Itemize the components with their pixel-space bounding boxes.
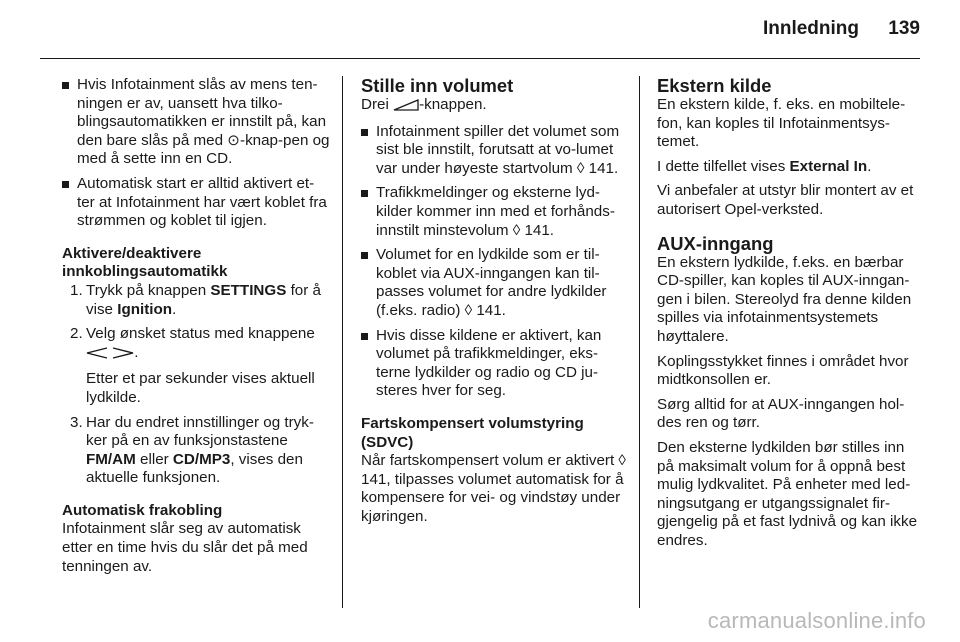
right-arrow-icon bbox=[112, 346, 134, 365]
paragraph: Når fartskompensert volum er aktivert ◊ 141, tilpasses volumet automatisk for å kompensere for vei- og vindstøy under kjøringen. bbox=[361, 452, 626, 525]
fm-am-key: FM/AM bbox=[86, 450, 136, 468]
section-heading: Fartskompensert volumstyring (SDVC) bbox=[361, 414, 584, 451]
step-2: 2. Velg ønsket status med knappene . bbox=[62, 325, 330, 364]
section-heading: Aktivere/deaktivere innkoblingsautomatikk bbox=[62, 244, 228, 281]
volume-knob-icon bbox=[393, 98, 419, 117]
column-3 bbox=[657, 76, 925, 556]
bullet-item: Automatisk start er alltid aktivert et-ter at Infotainment har vært koblet fra strømmen og koblet til igjen. bbox=[62, 175, 330, 231]
settings-key: SETTINGS bbox=[210, 281, 287, 299]
column-2 bbox=[361, 76, 629, 532]
step-3: 3. Har du endret innstillinger og tryk-ker på en av funksjonstastene FM/AM eller CD/MP3, vises den aktuelle funksjonen. bbox=[70, 413, 314, 487]
bullet-item: Infotainment spiller det volumet som sist ble innstilt, forutsatt at vo-lumet var under høyeste startvolum ◊ 141. bbox=[361, 123, 629, 179]
column-1 bbox=[62, 76, 330, 582]
section-title: AUX-inngang bbox=[657, 232, 774, 254]
step-1: 1. Trykk på knappen SETTINGS for å vise Ignition. bbox=[70, 281, 321, 318]
paragraph: Sørg alltid for at AUX-inngangen hol-des ren og tørr. bbox=[657, 395, 905, 432]
paragraph: En ekstern kilde, f. eks. en mobiltele-fon, kan koples til Infotainmentsys-temet. bbox=[657, 96, 906, 151]
section-title: Ekstern kilde bbox=[657, 75, 772, 96]
bullet-item: Hvis Infotainment slås av mens ten-ningen er av, uansett hva tilko-blingsautomatikken er innstilt på, kan den bare slås på med ⊙-knap-pen og med å sette inn en CD. bbox=[62, 76, 330, 169]
column-divider-2 bbox=[639, 76, 640, 608]
paragraph: I dette tilfellet vises External In. bbox=[657, 157, 872, 175]
bullet-item: Volumet for en lydkilde som er til-koblet via AUX-inngangen kan til-passes volumet for andre lydkilder (f.eks. radio) ◊ 141. bbox=[361, 246, 629, 320]
chapter-title: Innledning bbox=[762, 18, 860, 39]
external-in-label: External In bbox=[789, 157, 868, 175]
paragraph: Den eksterne lydkilden bør stilles inn på maksimalt volum for å oppnå best mulig lydkvalitet. På enheter med led-ningsutgang er utgangssignalet fir-gjengelig på et fast lydnivå og kan ikke endres. bbox=[657, 438, 918, 549]
column-divider-1 bbox=[342, 76, 343, 608]
section-title: Stille inn volumet bbox=[361, 75, 514, 96]
paragraph: Vi anbefaler at utstyr blir montert av et autorisert Opel-verksted. bbox=[657, 182, 914, 218]
paragraph: Infotainment slår seg av automatisk etter en time hvis du slår det på med tenningen av. bbox=[62, 520, 308, 575]
ignition-label: Ignition bbox=[117, 300, 173, 318]
paragraph: Koplingsstykket finnes i området hvor midtkonsollen er. bbox=[657, 352, 909, 389]
header-rule bbox=[40, 58, 920, 59]
page-number: 139 bbox=[888, 18, 920, 39]
watermark: carmanualsonline.info bbox=[707, 608, 926, 633]
paragraph: Drei -knappen. bbox=[361, 96, 629, 117]
section-heading: Automatisk frakobling bbox=[62, 501, 223, 519]
page-header bbox=[320, 18, 920, 40]
bullet-item: Hvis disse kildene er aktivert, kan volumet på trafikkmeldinger, eks-terne lydkilder og radio og CD ju-steres hver for seg. bbox=[361, 327, 629, 401]
bullet-item: Trafikkmeldinger og eksterne lyd-kilder kommer inn med et forhånds-innstilt minstevolum ◊ 141. bbox=[361, 184, 629, 240]
step-2-note: Etter et par sekunder vises aktuell lydkilde. bbox=[86, 370, 315, 406]
cd-mp3-key: CD/MP3 bbox=[172, 450, 231, 468]
paragraph: En ekstern lydkilde, f.eks. en bærbar CD-spiller, kan koples til AUX-inngan-gen i bilen. Stereolyd fra denne kilden spilles via infotainmentsystemets høyttalere. bbox=[657, 253, 912, 345]
left-arrow-icon bbox=[86, 346, 108, 365]
